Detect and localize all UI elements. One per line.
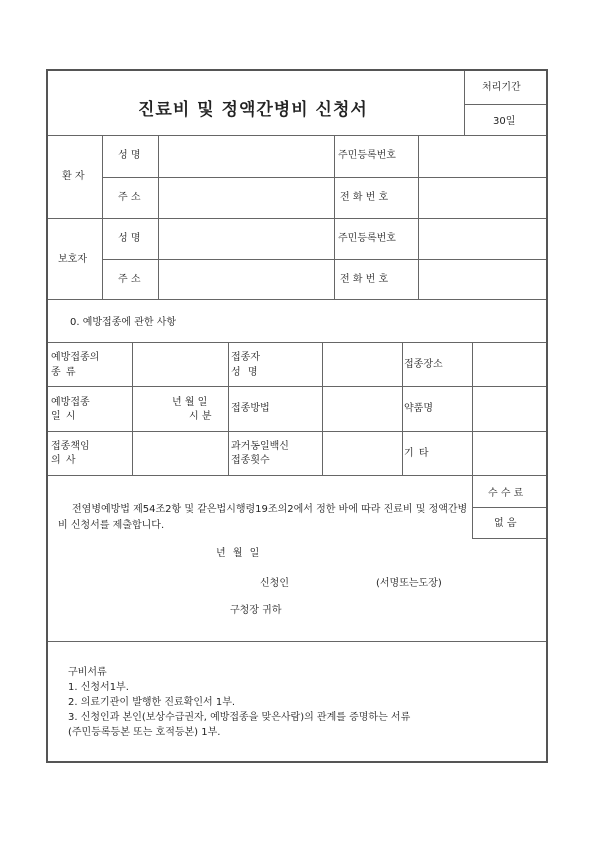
divider [48, 299, 546, 300]
vaccine-type-label: 예방접종의 [51, 352, 100, 363]
guardian-address-label: 주 소 [118, 274, 141, 285]
recipient-name-label: 접종자 [231, 352, 260, 363]
vaccination-section-title: 0. 예방접종에 관한 사항 [70, 317, 177, 328]
required-documents [68, 665, 410, 740]
divider [48, 218, 546, 219]
divider [472, 507, 546, 508]
patient-section-label: 환 자 [62, 171, 85, 182]
divider [102, 135, 103, 299]
divider [464, 104, 546, 105]
guardian-rrn-label: 주민등록번호 [338, 233, 396, 244]
vaccination-method-label: 접종방법 [231, 403, 270, 414]
declaration-text: 전염병예방법 제54조2항 및 같은법시행령19조의2에서 정한 바에 따라 진료비 및 정액간병비 신청서를 제출합니다. [58, 504, 468, 531]
other-label: 기 타 [404, 448, 430, 459]
document-item: 3. 신청인과 본인(보상수급권자, 예방접종을 맞은사람)의 관계를 증명하는 서류 [68, 712, 411, 723]
divider [472, 342, 473, 475]
divider [334, 135, 335, 299]
divider [102, 259, 546, 260]
application-date: 년 월 일 [216, 548, 260, 559]
guardian-name-label: 성 명 [118, 233, 141, 244]
divider [132, 342, 133, 475]
divider [402, 342, 403, 475]
processing-period-label: 처리기간 [482, 82, 521, 93]
vaccination-date-units: 년 월 일 [172, 397, 208, 408]
documents-title: 구비서류 [68, 667, 107, 678]
vaccination-time-units: 시 분 [189, 411, 212, 422]
divider [322, 342, 323, 475]
vaccination-datetime-label: 일 시 [51, 411, 77, 422]
document-item: 2. 의료기관이 발행한 진료확인서 1부. [68, 697, 236, 708]
vaccination-datetime-label: 예방접종 [51, 397, 90, 408]
form-title: 진료비 및 정액간병비 신청서 [138, 100, 368, 120]
recipient-name-label: 성 명 [231, 367, 260, 378]
divider [48, 641, 546, 642]
divider [472, 538, 546, 539]
fee-label: 수 수 료 [488, 488, 524, 499]
signature-label: (서명또는도장) [376, 578, 442, 589]
past-vaccination-count-label: 접종횟수 [231, 455, 270, 466]
vaccination-place-label: 접종장소 [404, 359, 443, 370]
patient-phone-label: 전 화 번 호 [340, 192, 389, 203]
recipient-office: 구청장 귀하 [230, 605, 282, 616]
applicant-label: 신청인 [260, 578, 289, 589]
divider [48, 135, 546, 136]
guardian-phone-label: 전 화 번 호 [340, 274, 389, 285]
fee-value: 없 음 [494, 518, 517, 529]
patient-name-label: 성 명 [118, 150, 141, 161]
divider [464, 71, 465, 135]
past-vaccination-count-label: 과거동일백신 [231, 441, 289, 452]
processing-period-value: 30일 [493, 116, 516, 127]
document-item: 1. 신청서1부. [68, 682, 129, 693]
patient-address-label: 주 소 [118, 192, 141, 203]
divider [418, 135, 419, 299]
divider [102, 177, 546, 178]
responsible-doctor-label: 접종책임 [51, 441, 90, 452]
divider [158, 135, 159, 299]
divider [228, 342, 229, 475]
responsible-doctor-label: 의 사 [51, 455, 77, 466]
drug-name-label: 약품명 [404, 403, 433, 414]
guardian-section-label: 보호자 [58, 254, 87, 265]
document-item: (주민등록등본 또는 호적등본) 1부. [68, 727, 221, 738]
patient-rrn-label: 주민등록번호 [338, 150, 396, 161]
vaccine-type-label: 종 류 [51, 367, 77, 378]
